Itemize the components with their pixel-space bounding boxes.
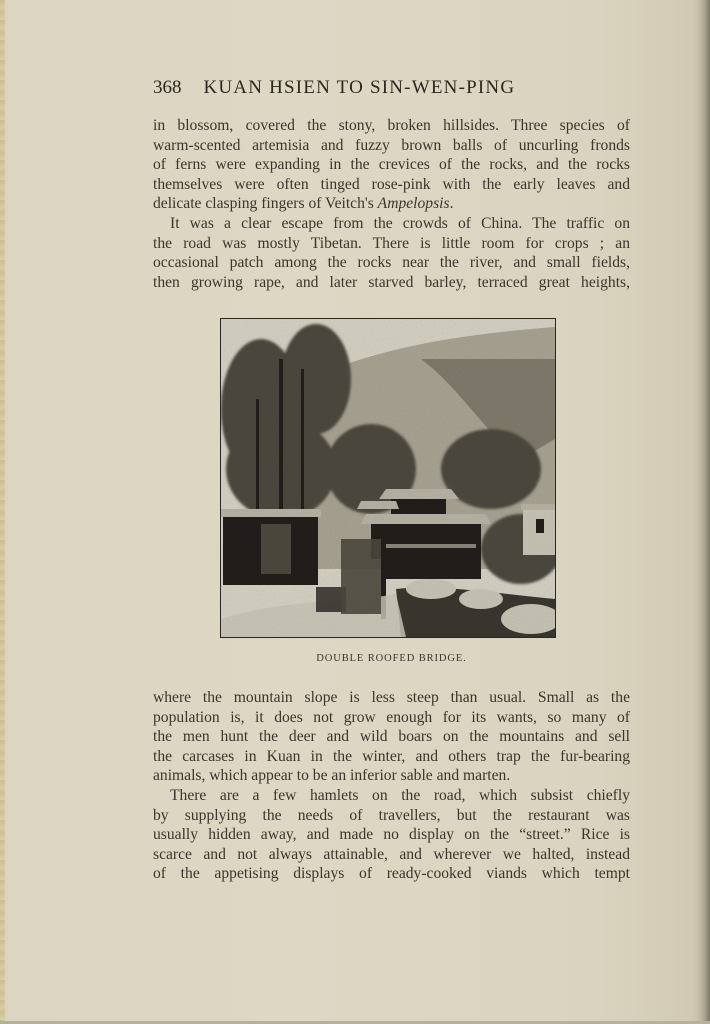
text-line: the men hunt the deer and wild boars on the mountains and sell bbox=[153, 728, 630, 746]
text-line: of the appetising displays of ready-cooked viands which tempt bbox=[153, 865, 630, 883]
text-line: where the mountain slope is less steep than usual. Small as the bbox=[153, 689, 630, 706]
running-head bbox=[153, 77, 633, 99]
figure-photograph bbox=[220, 318, 556, 638]
text-line: There are a few hamlets on the road, which subsist chiefly bbox=[170, 786, 630, 804]
figure-caption: DOUBLE ROOFED BRIDGE. bbox=[316, 653, 467, 664]
text-run: . bbox=[449, 195, 454, 213]
text-run: delicate clasping fingers of Veitch's bbox=[153, 195, 378, 213]
bridge-photo-illustration bbox=[221, 319, 555, 637]
text-line: themselves were often tinged rose-pink with the early leaves and bbox=[153, 175, 630, 193]
running-title: KUAN HSIEN TO SIN-WEN-PING bbox=[203, 77, 516, 98]
right-house bbox=[521, 504, 555, 555]
text-line: of ferns were expanding in the crevices of the rocks, and the rocks bbox=[153, 156, 630, 174]
text-block-bottom bbox=[153, 688, 630, 884]
binding-shadow bbox=[696, 0, 710, 1024]
text-line: occasional patch among the rocks near the river, and small fields, bbox=[153, 254, 630, 272]
text-line bbox=[153, 194, 630, 214]
page-left-edge bbox=[0, 0, 5, 1024]
text-line: usually hidden away, and made no display on the “street.” Rice is bbox=[153, 826, 630, 844]
text-line: animals, which appear to be an inferior sable and marten. bbox=[153, 767, 511, 785]
text-line: by supplying the needs of travellers, but the restaurant was bbox=[153, 806, 630, 824]
left-house bbox=[221, 509, 321, 585]
text-line: warm-scented artemisia and fuzzy brown balls of uncurling fronds bbox=[153, 136, 630, 154]
text-line: then growing rape, and later starved barley, terraced great heights, bbox=[153, 273, 630, 291]
text-line: the carcases in Kuan in the winter, and others trap the fur-bearing bbox=[153, 747, 630, 765]
text-block-top bbox=[153, 116, 630, 292]
text-line: scarce and not always attainable, and wherever we halted, instead bbox=[153, 845, 630, 863]
text-line: the road was mostly Tibetan. There is little room for crops ; an bbox=[153, 234, 630, 252]
page-number: 368 bbox=[153, 77, 182, 98]
text-line: It was a clear escape from the crowds of China. The traffic on bbox=[170, 214, 630, 232]
text-line: in blossom, covered the stony, broken hillsides. Three species of bbox=[153, 117, 630, 134]
text-line: population is, it does not grow enough for its wants, so many of bbox=[153, 708, 630, 726]
italic-species-name: Ampelopsis bbox=[377, 195, 450, 213]
